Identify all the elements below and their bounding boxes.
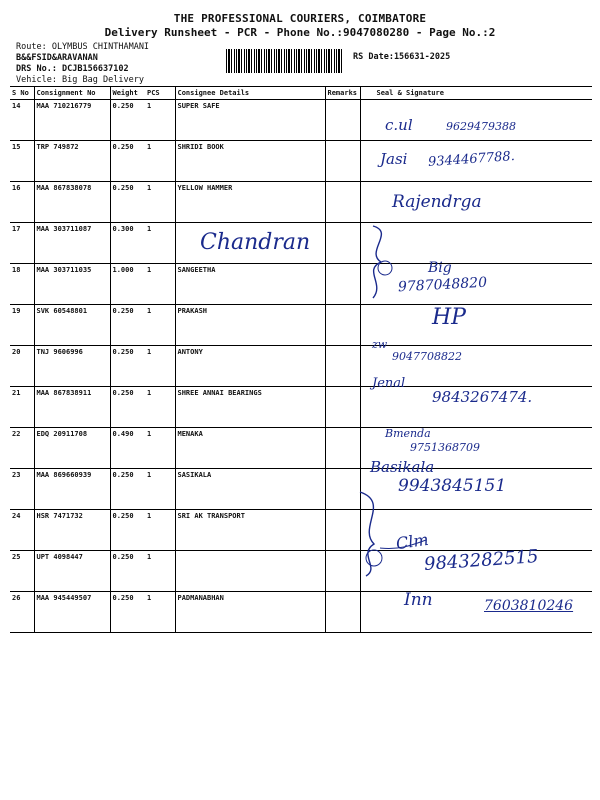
cell-weight: 0.250 — [110, 469, 145, 510]
cell-pcs: 1 — [145, 428, 175, 469]
cell-pcs: 1 — [145, 387, 175, 428]
table-row — [10, 305, 592, 346]
signature-18: Big — [428, 260, 452, 276]
signature-19: HP — [432, 305, 466, 330]
route-label: Route: OLYMBUS CHINTHAMANI — [16, 42, 150, 52]
cell-cno: HSR 7471732 — [34, 510, 110, 551]
cell-remarks — [325, 100, 360, 141]
cell-remarks — [325, 346, 360, 387]
col-sno: S No — [10, 87, 34, 100]
handwritten-phone-25: 9843282515 — [423, 546, 540, 575]
signature-20: zw — [372, 338, 388, 351]
handwritten-phone-20: 9047708822 — [392, 350, 462, 363]
signature-26: Inn — [404, 590, 433, 610]
cell-weight: 0.250 — [110, 141, 145, 182]
cell-consignee: SHREE ANNAI BEARINGS — [175, 387, 325, 428]
cell-sno: 25 — [10, 551, 34, 592]
cell-weight: 0.250 — [110, 551, 145, 592]
cell-sig — [360, 305, 592, 346]
handwritten-name-17: Chandran — [200, 230, 311, 255]
cell-consignee — [175, 551, 325, 592]
cell-cno: TNJ 9606996 — [34, 346, 110, 387]
cell-sno: 17 — [10, 223, 34, 264]
cell-cno: MAA 303711087 — [34, 223, 110, 264]
cell-weight: 0.250 — [110, 510, 145, 551]
cell-remarks — [325, 305, 360, 346]
cell-pcs: 1 — [145, 592, 175, 633]
table-row — [10, 346, 592, 387]
signature-15: Jasi — [380, 150, 408, 168]
cell-remarks — [325, 141, 360, 182]
handwritten-phone-23: 9943845151 — [398, 476, 507, 496]
cell-sno: 26 — [10, 592, 34, 633]
cell-sno: 20 — [10, 346, 34, 387]
cell-remarks — [325, 428, 360, 469]
cell-cno: MAA 867838078 — [34, 182, 110, 223]
bracket-scribble-18 — [355, 222, 415, 302]
signature-16: Rajendrga — [392, 192, 482, 212]
cell-consignee: SHRIDI BOOK — [175, 141, 325, 182]
vehicle-label: Vehicle: Big Bag Delivery — [16, 75, 144, 85]
cell-pcs: 1 — [145, 469, 175, 510]
cell-cno: TRP 749872 — [34, 141, 110, 182]
cell-cno: MAA 869660939 — [34, 469, 110, 510]
cell-cno: MAA 303711035 — [34, 264, 110, 305]
cell-consignee: PRAKASH — [175, 305, 325, 346]
cell-pcs: 1 — [145, 100, 175, 141]
cell-pcs: 1 — [145, 264, 175, 305]
cell-consignee: MENAKA — [175, 428, 325, 469]
cell-pcs: 1 — [145, 551, 175, 592]
cell-pcs: 1 — [145, 305, 175, 346]
cell-sno: 24 — [10, 510, 34, 551]
cell-pcs: 1 — [145, 510, 175, 551]
col-remarks: Remarks — [325, 87, 360, 100]
signature-14: c.ul — [385, 116, 413, 134]
cell-remarks — [325, 387, 360, 428]
cell-sno: 22 — [10, 428, 34, 469]
handwritten-phone-15: 9344467788. — [427, 148, 516, 171]
handwritten-phone-21: 9843267474. — [432, 388, 533, 406]
signature-21: Jenal — [372, 376, 406, 391]
cell-pcs: 1 — [145, 223, 175, 264]
cell-weight: 0.250 — [110, 305, 145, 346]
handwritten-phone-26: 7603810246 — [484, 598, 574, 614]
cell-sno: 21 — [10, 387, 34, 428]
signature-23: Basikala — [370, 458, 435, 476]
cell-pcs: 1 — [145, 182, 175, 223]
handwritten-phone-14: 9629479388 — [446, 120, 516, 133]
cell-cno: MAA 710216779 — [34, 100, 110, 141]
cell-sno: 19 — [10, 305, 34, 346]
runsheet-title: THE PROFESSIONAL COURIERS, COIMBATORE — [173, 12, 427, 25]
cell-cno: UPT 4098447 — [34, 551, 110, 592]
cell-consignee: ANTONY — [175, 346, 325, 387]
col-pcs: PCS — [145, 87, 175, 100]
col-consignee: Consignee Details — [175, 87, 325, 100]
cell-consignee: SANGEETHA — [175, 264, 325, 305]
cell-consignee: SUPER SAFE — [175, 100, 325, 141]
table-row — [10, 428, 592, 469]
cell-pcs: 1 — [145, 141, 175, 182]
cell-weight: 0.250 — [110, 100, 145, 141]
cell-sno: 23 — [10, 469, 34, 510]
signature-25: Clm — [394, 529, 430, 554]
cell-cno: SVK 60548801 — [34, 305, 110, 346]
rs-date: RS Date:156631-2025 — [353, 52, 451, 62]
cell-weight: 0.300 — [110, 223, 145, 264]
cell-consignee: SASIKALA — [175, 469, 325, 510]
cell-weight: 1.000 — [110, 264, 145, 305]
cell-weight: 0.250 — [110, 182, 145, 223]
table-row — [10, 510, 592, 551]
table-row — [10, 182, 592, 223]
handwritten-phone-22: 9751368709 — [410, 441, 480, 454]
cell-consignee: SRI AK TRANSPORT — [175, 510, 325, 551]
col-signature: Seal & Signature — [360, 87, 592, 100]
table-header-row — [10, 87, 592, 100]
cell-weight: 0.250 — [110, 592, 145, 633]
table-row — [10, 264, 592, 305]
cell-remarks — [325, 182, 360, 223]
cell-weight: 0.250 — [110, 387, 145, 428]
cell-cno: MAA 867838911 — [34, 387, 110, 428]
cell-sno: 15 — [10, 141, 34, 182]
drs-number: DRS No.: DCJB156637102 — [16, 64, 129, 74]
cell-weight: 0.250 — [110, 346, 145, 387]
handwritten-phone-18: 9787048820 — [397, 274, 488, 296]
bracket-scribble-25 — [340, 488, 430, 578]
cell-cno: MAA 945449507 — [34, 592, 110, 633]
runsheet-subtitle: Delivery Runsheet - PCR - Phone No.:9047080280 - Page No.:2 — [104, 26, 496, 39]
cell-weight: 0.490 — [110, 428, 145, 469]
staff-name: B&&FSID&ARAVANAN — [16, 53, 98, 63]
cell-pcs: 1 — [145, 346, 175, 387]
col-weight: Weight — [110, 87, 145, 100]
cell-remarks — [325, 592, 360, 633]
signature-22: Bmenda — [385, 427, 431, 440]
col-consignment: Consignment No — [34, 87, 110, 100]
barcode-image — [226, 49, 342, 73]
cell-sno: 16 — [10, 182, 34, 223]
cell-sno: 14 — [10, 100, 34, 141]
cell-sno: 18 — [10, 264, 34, 305]
cell-cno: EDQ 20911708 — [34, 428, 110, 469]
cell-consignee: YELLOW HAMMER — [175, 182, 325, 223]
cell-consignee: PADMANABHAN — [175, 592, 325, 633]
